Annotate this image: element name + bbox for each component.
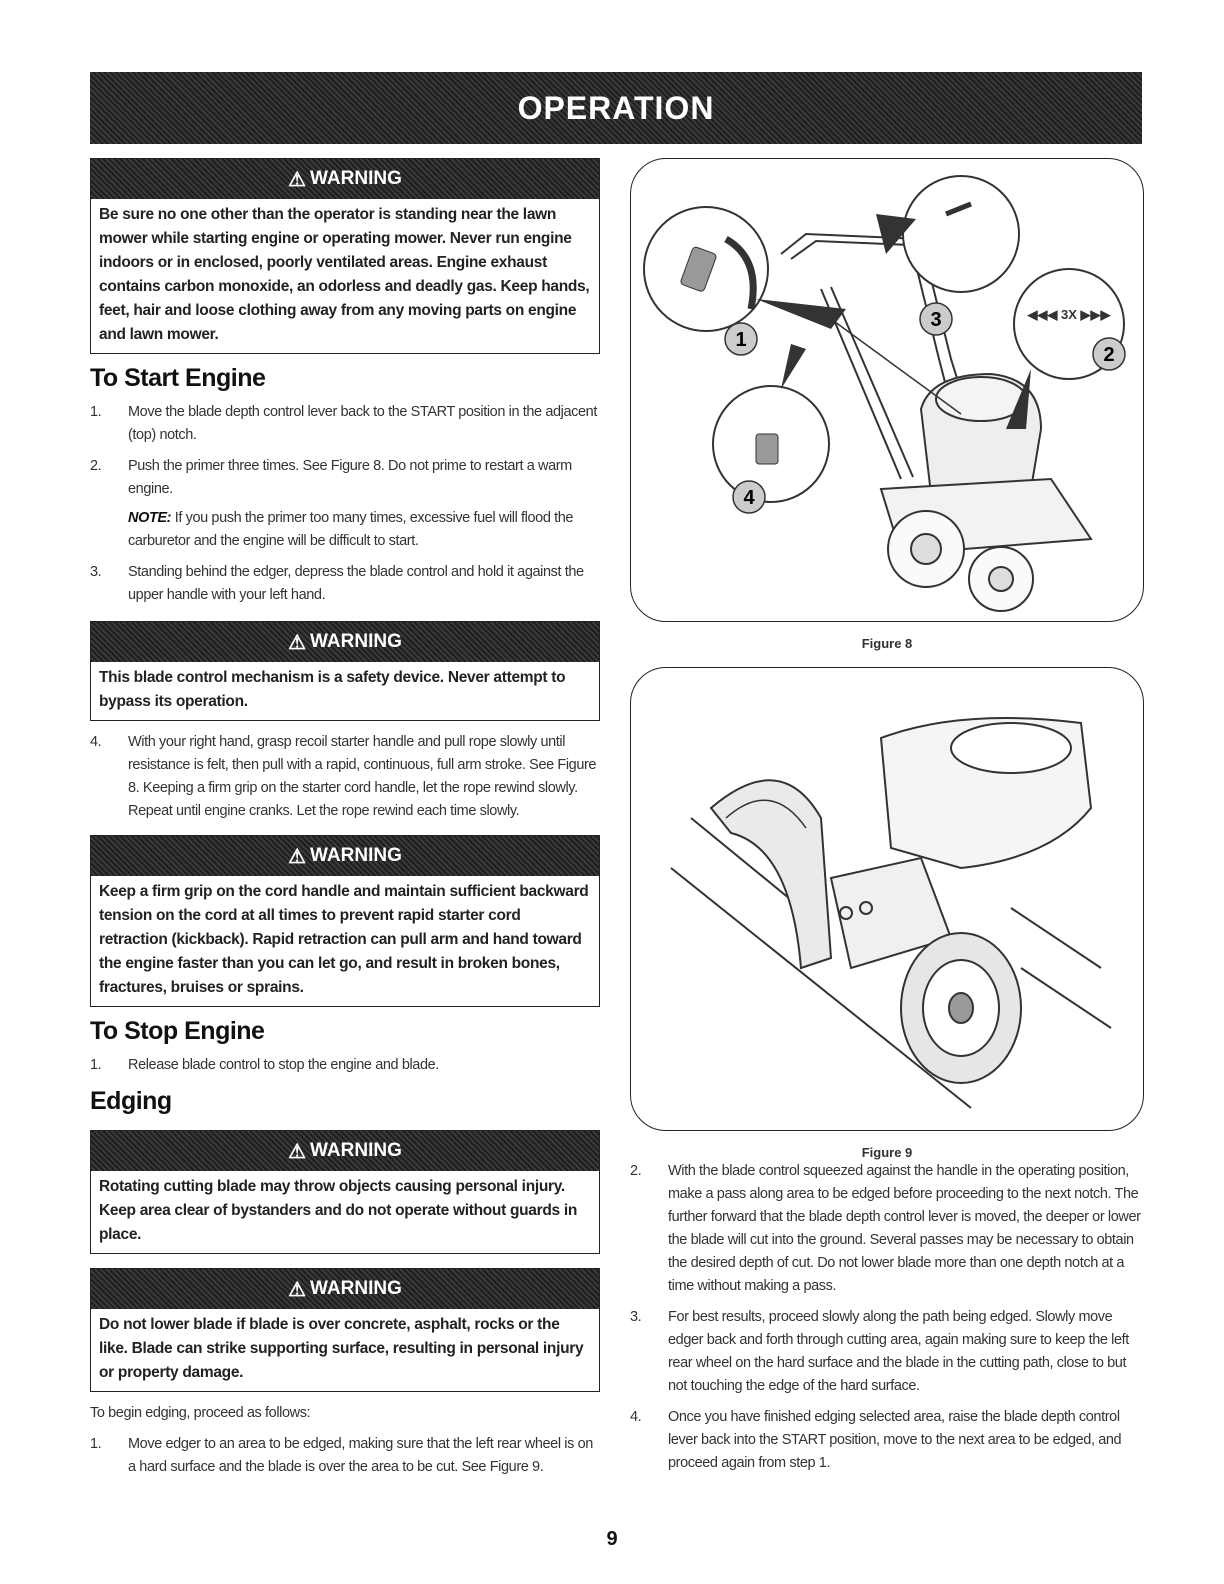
step-text: Release blade control to stop the engine and blade.: [128, 1057, 439, 1073]
warning-text: This blade control mechanism is a safety device. Never attempt to bypass its operation.: [99, 669, 566, 710]
warning-box-2: [90, 621, 600, 721]
step-text: Push the primer three times. See Figure 8. Do not prime to restart a warm engine.: [128, 458, 572, 497]
edger-blade-illustration: [631, 668, 1144, 1130]
callout-2: 2: [1103, 344, 1115, 366]
warning-box-4: [90, 1130, 600, 1254]
warning-header: [91, 836, 599, 876]
warning-triangle-icon: ⚠: [288, 168, 307, 191]
step-text: With your right hand, grasp recoil starter handle and pull rope slowly until resistance is felt, then pull with a rapid, continuous, full arm stroke. See Figure 8. Keeping a firm grip on the starter cord handle, let the rope rewind slowly. Repeat until engine cranks. Let the rope rewind each time slowly.: [128, 734, 597, 819]
edging-steps-right: [630, 1160, 1144, 1483]
step-number: 3.: [630, 1309, 642, 1325]
step-number: 1.: [90, 1436, 102, 1452]
step-number: 2.: [630, 1163, 642, 1179]
list-item: [90, 731, 600, 823]
edging-heading: Edging: [90, 1087, 172, 1115]
step-number: 4.: [90, 734, 102, 750]
warning-label: WARNING: [310, 168, 402, 189]
list-item: [90, 1433, 600, 1479]
warning-header: [91, 1269, 599, 1309]
warning-triangle-icon: ⚠: [288, 1278, 307, 1301]
warning-header: [91, 1131, 599, 1171]
note-text: If you push the primer too many times, excessive fuel will flood the carburetor and the engine will be difficult to start.: [128, 510, 574, 549]
warning-header: [91, 159, 599, 199]
step-number: 1.: [90, 1057, 102, 1073]
step-number: 4.: [630, 1409, 642, 1425]
warning-box-5: [90, 1268, 600, 1392]
step-text: With the blade control squeezed against the handle in the operating position, make a pass along area to be edged before proceeding to the next notch. The further forward that the blade depth control lever is moved, the deeper or lower the blade will cut into the ground. Several passes may be necessary to obtain the desired depth of cut. Do not lower blade more than one depth notch at a time without making a pass.: [668, 1163, 1141, 1294]
step-text: For best results, proceed slowly along the path being edged. Slowly move edger back and forth through cutting area, again making sure to keep the left rear wheel on the hard surface and the blade in the cutting path, close to but not touching the edge of the hard surface.: [668, 1309, 1129, 1394]
callout-1: 1: [735, 329, 747, 351]
page-number: 9: [606, 1528, 618, 1550]
list-item: [90, 561, 600, 607]
step-number: 3.: [90, 564, 102, 580]
note-label: NOTE:: [128, 510, 172, 526]
warning-label: WARNING: [310, 631, 402, 652]
edger-start-illustration: [631, 159, 1144, 621]
stop-engine-heading: To Stop Engine: [90, 1017, 265, 1045]
warning-box-3: [90, 835, 600, 1007]
step-text: Move edger to an area to be edged, making sure that the left rear wheel is on a hard surface and the blade is over the area to be cut. See Figure 9.: [128, 1436, 593, 1475]
warning-text: Rotating cutting blade may throw objects causing personal injury. Keep area clear of bystanders and do not operate without guards in place.: [99, 1178, 578, 1243]
warning-box-1: [90, 158, 600, 354]
note: [128, 507, 600, 553]
list-item: [630, 1306, 1144, 1398]
step-number: 1.: [90, 404, 102, 420]
figure-9: [630, 667, 1144, 1131]
warning-label: WARNING: [310, 1278, 402, 1299]
step-number: 2.: [90, 458, 102, 474]
step-text: Move the blade depth control lever back to the START position in the adjacent (top) notch.: [128, 404, 597, 443]
step-text: Standing behind the edger, depress the blade control and hold it against the upper handle with your left hand.: [128, 564, 584, 603]
list-item: [630, 1160, 1144, 1298]
right-column: [630, 158, 1144, 1176]
list-item: [90, 455, 600, 501]
warning-triangle-icon: ⚠: [288, 631, 307, 654]
warning-label: WARNING: [310, 845, 402, 866]
warning-text: Be sure no one other than the operator is standing near the lawn mower while starting engine or operating mower. Never run engine indoors or in enclosed, poorly ventilated areas. Engine exhaust contains carbon monoxide, an odorless and deadly gas. Keep hands, feet, hair and loose clothing away from any moving parts on engine and lawn mower.: [99, 206, 590, 343]
warning-triangle-icon: ⚠: [288, 845, 307, 868]
figure-8-caption: Figure 8: [861, 636, 913, 651]
left-column: [90, 158, 600, 1487]
warning-label: WARNING: [310, 1140, 402, 1161]
warning-text: Do not lower blade if blade is over concrete, asphalt, rocks or the like. Blade can strike supporting surface, resulting in personal injury or property damage.: [99, 1316, 584, 1381]
step-text: Once you have finished edging selected area, raise the blade depth control lever back into the START position, move to the next area to be edged, and proceed again from step 1.: [668, 1409, 1122, 1471]
figure-9-caption: Figure 9: [861, 1145, 913, 1160]
section-banner: [90, 72, 1142, 144]
start-engine-heading: To Start Engine: [90, 364, 266, 392]
list-item: [630, 1406, 1144, 1475]
list-item: [90, 1054, 600, 1077]
section-title: OPERATION: [517, 89, 715, 126]
callout-4: 4: [743, 487, 755, 509]
warning-triangle-icon: ⚠: [288, 1140, 307, 1163]
figure-8: [630, 158, 1144, 622]
prime-three-times-label: ◀◀◀ 3X ▶▶▶: [1027, 307, 1111, 322]
warning-header: [91, 622, 599, 662]
list-item: [90, 401, 600, 447]
edging-intro: To begin edging, proceed as follows:: [90, 1405, 311, 1421]
warning-text: Keep a firm grip on the cord handle and maintain sufficient backward tension on the cord at all times to prevent rapid starter cord retraction (kickback). Rapid retraction can pull arm and hand toward the engine faster than you can let go, and result in broken bones, fractures, bruises or sprains.: [99, 883, 589, 996]
callout-3: 3: [930, 309, 942, 331]
